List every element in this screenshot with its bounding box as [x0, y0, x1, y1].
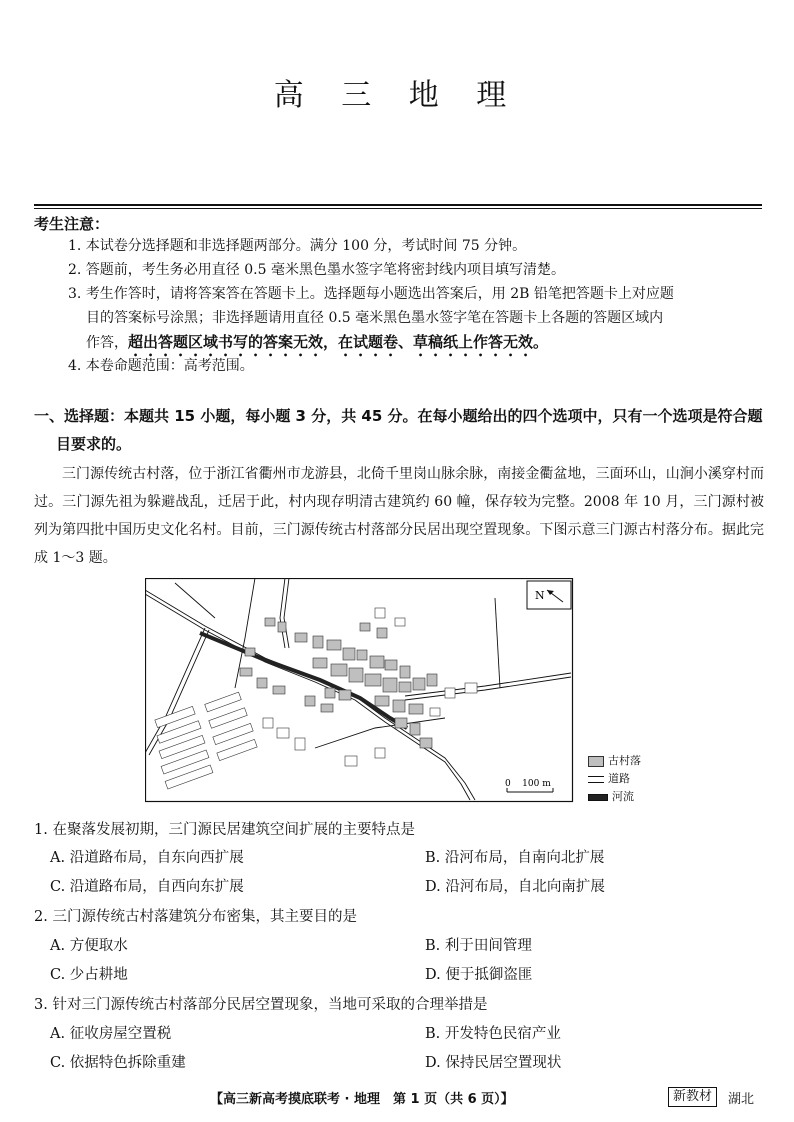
- page-title: 高 三 地 理: [273, 78, 521, 113]
- question-2-option-b[interactable]: B. 利于田间管理: [425, 938, 532, 954]
- header-rule-thin: [34, 208, 762, 209]
- edition-badge: 新教材: [668, 1087, 717, 1107]
- question-1-stem: 1. 在聚落发展初期，三门源民居建筑空间扩展的主要特点是: [34, 822, 415, 838]
- question-2-option-c[interactable]: C. 少占耕地: [50, 967, 128, 983]
- question-1-option-d[interactable]: D. 沿河布局，自北向南扩展: [425, 879, 605, 895]
- notice-item-4: 4. 本卷命题范围：高考范围。: [68, 358, 254, 374]
- question-3-option-a[interactable]: A. 征收房屋空置税: [50, 1026, 172, 1042]
- region-label: 湖北: [728, 1092, 755, 1107]
- notice-item-3-cont: 目的答案标号涂黑；非选择题请用直径 0.5 毫米黑色墨水签字笔在答题卡上各题的答题区域内: [86, 310, 664, 326]
- page-footer: 【高三新高考摸底联考 · 地理 第 1 页（共 6 页）】: [210, 1092, 514, 1107]
- scale-label: 0 100 m: [505, 779, 551, 789]
- section-heading-line1: 一、选择题：本题共 15 小题，每小题 3 分，共 45 分。在每小题给出的四个选项中，只有一个选项是符合题: [34, 407, 763, 425]
- question-3-option-b[interactable]: B. 开发特色民宿产业: [425, 1026, 561, 1042]
- question-1-option-a[interactable]: A. 沿道路布局，自东向西扩展: [50, 850, 244, 866]
- notice-emphasis: 超出答题区域书写的答案无效，在试题卷、草稿纸上作答无效。: [128, 333, 549, 351]
- map-legend: [588, 752, 641, 806]
- question-1-option-b[interactable]: B. 沿河布局，自南向北扩展: [425, 850, 605, 866]
- header-rule: [34, 204, 762, 206]
- question-2-stem: 2. 三门源传统古村落建筑分布密集，其主要目的是: [34, 909, 357, 925]
- legend-river: 河流: [588, 788, 641, 806]
- north-label: N: [535, 589, 545, 602]
- question-3-option-c[interactable]: C. 依据特色拆除重建: [50, 1055, 186, 1071]
- notice-item-3-prefix: 作答，: [86, 335, 128, 351]
- notice-item-3: 3. 考生作答时，请将答案答在答题卡上。选择题每小题选出答案后，用 2B 铅笔把答题卡上对应题: [68, 286, 674, 302]
- question-2-option-d[interactable]: D. 便于抵御盗匪: [425, 967, 533, 983]
- north-box: [527, 581, 571, 609]
- village-map: [145, 578, 645, 806]
- section-heading-line2: 目要求的。: [56, 435, 132, 453]
- question-3-option-d[interactable]: D. 保持民居空置现状: [425, 1055, 562, 1071]
- notice-heading: 考生注意：: [34, 215, 110, 233]
- section-heading: [34, 402, 764, 458]
- legend-village: 古村落: [588, 752, 641, 770]
- question-2-option-a[interactable]: A. 方便取水: [50, 938, 128, 954]
- question-3-stem: 3. 针对三门源传统古村落部分民居空置现象，当地可采取的合理举措是: [34, 997, 488, 1013]
- legend-road: 道路: [588, 770, 641, 788]
- notice-item-1: 1. 本试卷分选择题和非选择题两部分。满分 100 分，考试时间 75 分钟。: [68, 238, 527, 254]
- notice-item-2: 2. 答题前，考生务必用直径 0.5 毫米黑色墨水签字笔将密封线内项目填写清楚。: [68, 262, 565, 278]
- question-1-option-c[interactable]: C. 沿道路布局，自西向东扩展: [50, 879, 244, 895]
- passage-text: 三门源传统古村落，位于浙江省衢州市龙游县，北倚千里岗山脉余脉，南接金衢盆地，三面环山，山涧小溪穿村而过。三门源先祖为躲避战乱，迁居于此，村内现存明清古建筑约 60 幢，保存较为完整。2008 年 10 月，三门源村被列为第四批中国历史文化名村。目前，三门源传统古村落部分民居出现空置现象。下图示意三门源古村落分布。据此完成 1～3 题。: [34, 466, 764, 566]
